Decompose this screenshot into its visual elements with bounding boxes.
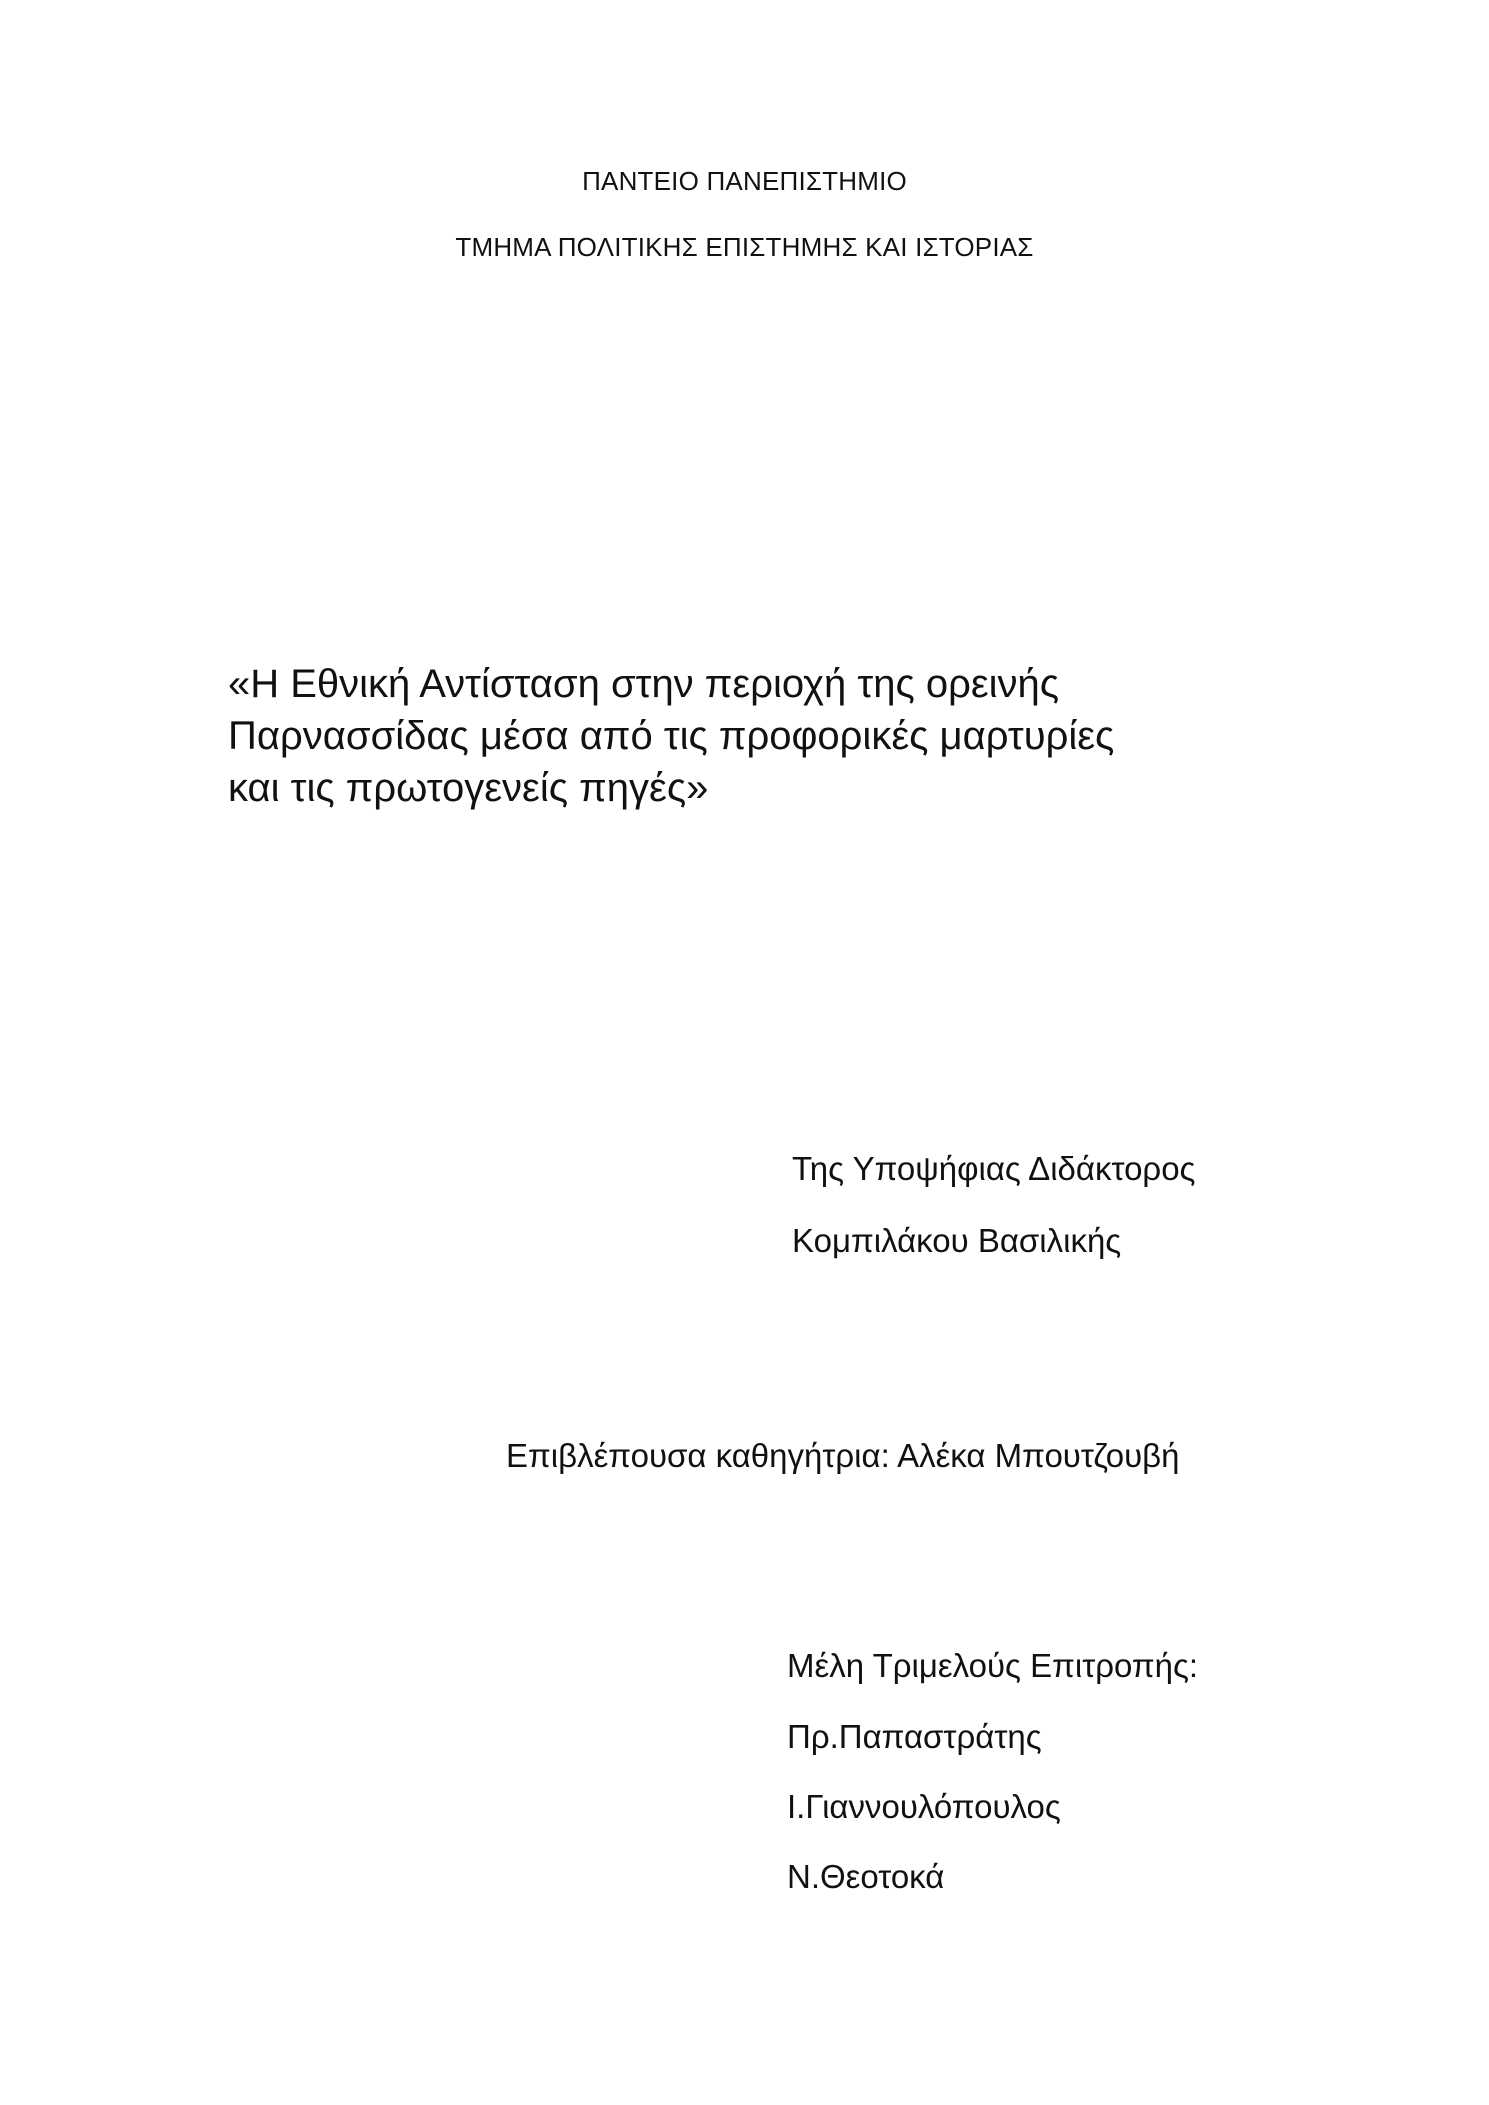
- thesis-title-line: Παρνασσίδας μέσα από τις προφορικές μαρτυρίες: [228, 714, 1115, 758]
- university-name: ΠΑΝΤΕΙΟ ΠΑΝΕΠΙΣΤΗΜΙΟ: [582, 166, 907, 196]
- committee-heading: Μέλη Τριμελούς Επιτροπής:: [787, 1647, 1199, 1684]
- supervisor-line: Επιβλέπουσα καθηγήτρια: Αλέκα Μπουτζουβή: [506, 1437, 1180, 1474]
- committee-member: Ν.Θεοτοκά: [787, 1858, 945, 1895]
- department-name: ΤΜΗΜΑ ΠΟΛΙΤΙΚΗΣ ΕΠΙΣΤΗΜΗΣ ΚΑΙ ΙΣΤΟΡΙΑΣ: [455, 232, 1034, 262]
- thesis-title: [228, 658, 1278, 814]
- committee-member: Ι.Γιαννουλόπουλος: [787, 1788, 1061, 1825]
- candidate-label: Της Υποψήφιας Διδάκτορος: [792, 1150, 1196, 1187]
- committee-member: Πρ.Παπαστράτης: [787, 1718, 1042, 1755]
- thesis-title-line: και τις πρωτογενείς πηγές»: [228, 766, 709, 810]
- candidate-name: Κομπιλάκου Βασιλικής: [792, 1222, 1122, 1259]
- thesis-title-line: «Η Εθνική Αντίσταση στην περιοχή της ορεινής: [228, 662, 1060, 706]
